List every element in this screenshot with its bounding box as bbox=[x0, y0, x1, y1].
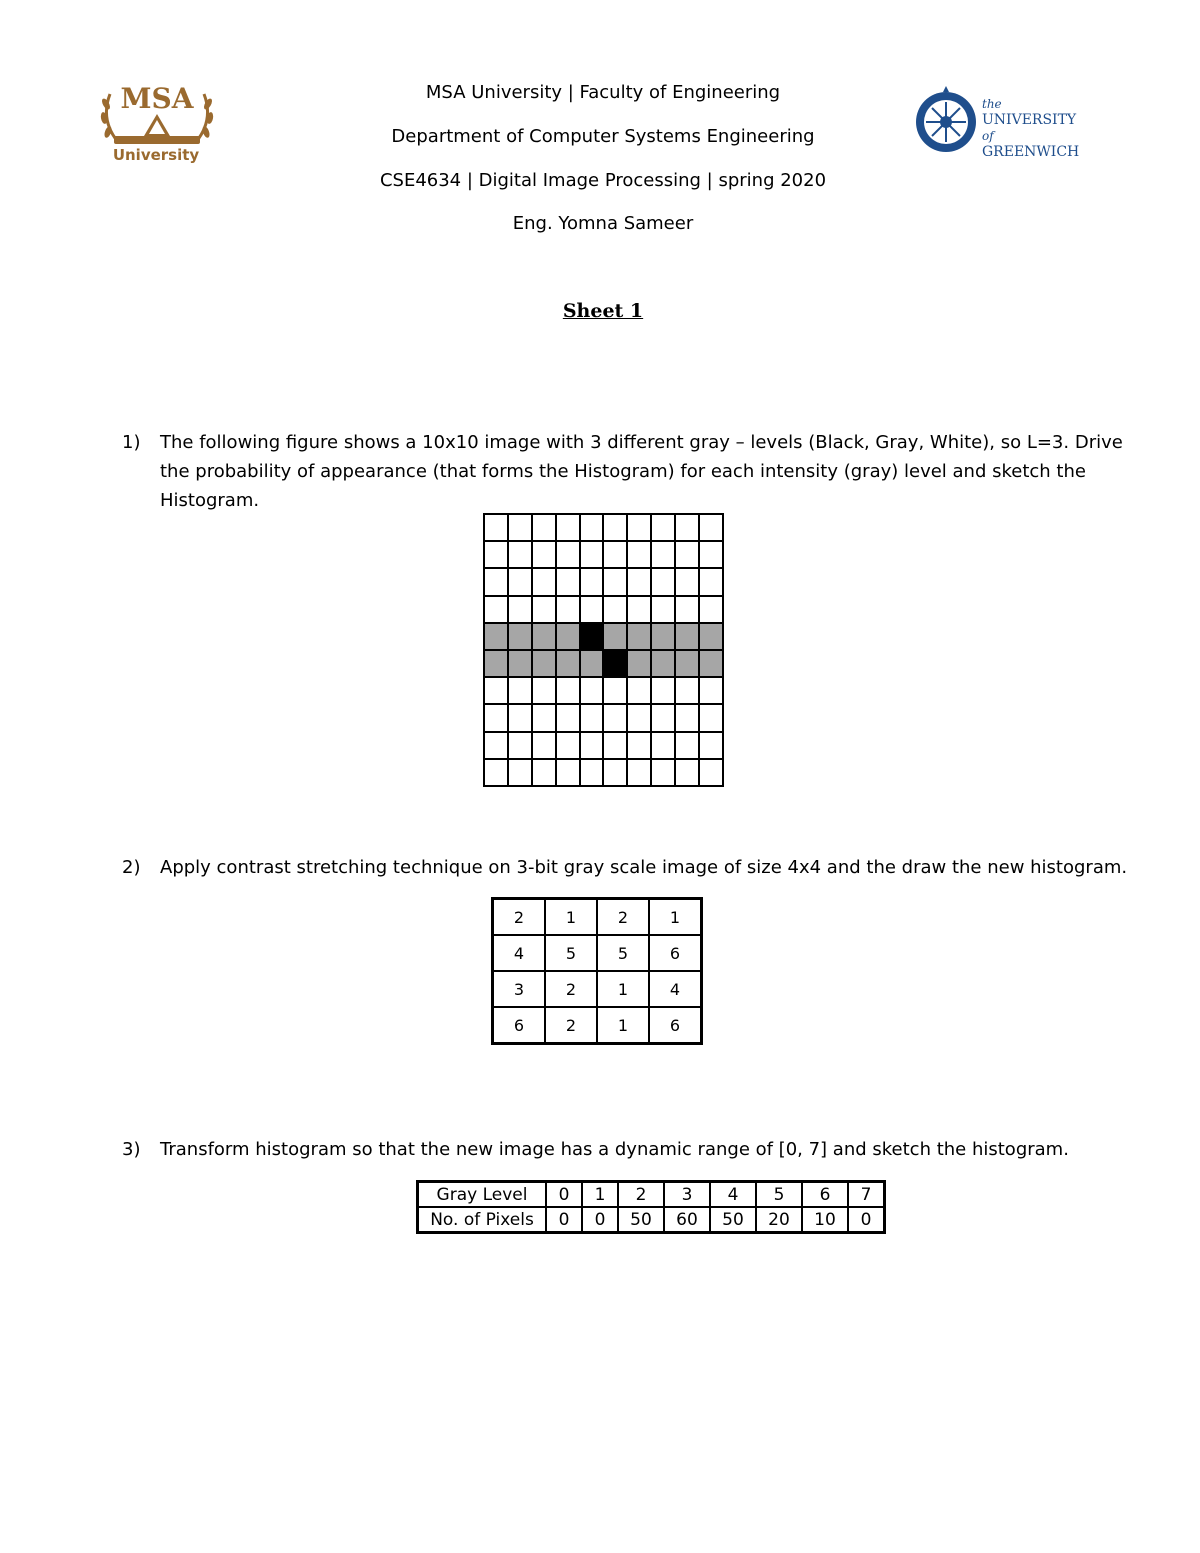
image-pixel bbox=[676, 569, 698, 594]
image-pixel bbox=[604, 760, 626, 785]
matrix-row bbox=[493, 935, 702, 971]
image-pixel bbox=[509, 569, 531, 594]
image-pixel bbox=[628, 678, 650, 703]
image-pixel bbox=[581, 760, 603, 785]
greenwich-logo-of: of bbox=[982, 129, 994, 143]
image-pixel bbox=[485, 542, 507, 567]
image-pixel bbox=[676, 515, 698, 540]
image-pixel bbox=[604, 651, 626, 676]
pixel-count-cell: 10 bbox=[802, 1207, 848, 1233]
image-pixel bbox=[581, 678, 603, 703]
gray-level-cell: 4 bbox=[710, 1182, 756, 1208]
gray-level-cell: 5 bbox=[756, 1182, 802, 1208]
university-of-greenwich-logo bbox=[914, 82, 1084, 164]
image-pixel bbox=[557, 597, 579, 622]
image-pixel bbox=[581, 542, 603, 567]
image-pixel bbox=[676, 678, 698, 703]
image-pixel bbox=[676, 733, 698, 758]
image-pixel bbox=[652, 542, 674, 567]
question-3 bbox=[122, 1135, 1132, 1164]
image-pixel bbox=[485, 760, 507, 785]
image-pixel bbox=[652, 705, 674, 730]
header-course: CSE4634 | Digital Image Processing | spring 2020 bbox=[379, 170, 827, 191]
image-pixel bbox=[581, 597, 603, 622]
image-pixel bbox=[485, 624, 507, 649]
pixel-count-label: No. of Pixels bbox=[418, 1207, 547, 1233]
image-pixel bbox=[509, 515, 531, 540]
image-pixel bbox=[700, 515, 722, 540]
image-pixel bbox=[676, 542, 698, 567]
header-department: Department of Computer Systems Engineering bbox=[391, 126, 815, 147]
pixel-count-cell: 0 bbox=[546, 1207, 582, 1233]
matrix-cell: 1 bbox=[597, 1007, 649, 1044]
image-pixel bbox=[628, 597, 650, 622]
gray-level-row bbox=[418, 1182, 885, 1208]
gray-level-label: Gray Level bbox=[418, 1182, 547, 1208]
matrix-cell: 2 bbox=[493, 899, 546, 936]
histogram-table bbox=[416, 1180, 886, 1234]
pixel-count-cell: 0 bbox=[582, 1207, 618, 1233]
msa-logo-subtext: University bbox=[112, 146, 200, 164]
image-pixel bbox=[628, 651, 650, 676]
matrix-cell: 5 bbox=[545, 935, 597, 971]
image-pixel bbox=[700, 733, 722, 758]
image-pixel bbox=[509, 733, 531, 758]
image-pixel bbox=[652, 760, 674, 785]
image-pixel bbox=[652, 733, 674, 758]
image-pixel bbox=[581, 569, 603, 594]
gray-level-cell: 1 bbox=[582, 1182, 618, 1208]
image-pixel bbox=[700, 760, 722, 785]
matrix-cell: 1 bbox=[649, 899, 702, 936]
question-number: 2) bbox=[122, 857, 141, 878]
sheet-title: Sheet 1 bbox=[562, 300, 644, 322]
image-pixel bbox=[533, 705, 555, 730]
matrix-row bbox=[493, 1007, 702, 1044]
image-pixel bbox=[509, 651, 531, 676]
image-pixel bbox=[557, 733, 579, 758]
matrix-cell: 5 bbox=[597, 935, 649, 971]
image-pixel bbox=[485, 597, 507, 622]
image-pixel bbox=[557, 705, 579, 730]
image-pixel bbox=[652, 515, 674, 540]
image-pixel bbox=[628, 515, 650, 540]
image-pixel bbox=[628, 624, 650, 649]
image-pixel bbox=[652, 624, 674, 649]
image-pixel bbox=[700, 569, 722, 594]
matrix-cell: 1 bbox=[545, 899, 597, 936]
image-pixel bbox=[557, 651, 579, 676]
matrix-cell: 2 bbox=[545, 971, 597, 1007]
image-pixel bbox=[652, 678, 674, 703]
image-pixel bbox=[509, 678, 531, 703]
pixel-count-cell: 50 bbox=[618, 1207, 664, 1233]
image-pixel bbox=[485, 569, 507, 594]
image-pixel bbox=[676, 651, 698, 676]
image-pixel bbox=[700, 705, 722, 730]
image-pixel bbox=[604, 705, 626, 730]
image-pixel bbox=[676, 624, 698, 649]
matrix-row bbox=[493, 899, 702, 936]
image-pixel bbox=[604, 624, 626, 649]
image-pixel bbox=[700, 597, 722, 622]
image-pixel bbox=[509, 705, 531, 730]
image-pixel bbox=[533, 515, 555, 540]
image-pixel bbox=[533, 651, 555, 676]
image-pixel bbox=[533, 760, 555, 785]
gray-level-cell: 2 bbox=[618, 1182, 664, 1208]
question-2 bbox=[122, 853, 1132, 882]
image-pixel bbox=[485, 651, 507, 676]
question-number: 3) bbox=[122, 1139, 141, 1160]
image-pixel bbox=[509, 760, 531, 785]
matrix-row bbox=[493, 971, 702, 1007]
msa-university-logo bbox=[96, 80, 218, 166]
image-pixel bbox=[509, 624, 531, 649]
image-pixel bbox=[628, 705, 650, 730]
image-pixel bbox=[533, 733, 555, 758]
pixel-count-cell: 60 bbox=[664, 1207, 710, 1233]
image-pixel bbox=[700, 651, 722, 676]
image-pixel bbox=[604, 569, 626, 594]
greenwich-logo-university: UNIVERSITY bbox=[982, 112, 1077, 128]
image-pixel bbox=[604, 733, 626, 758]
image-pixel bbox=[557, 760, 579, 785]
image-pixel bbox=[652, 569, 674, 594]
image-pixel bbox=[581, 733, 603, 758]
image-pixel bbox=[581, 651, 603, 676]
image-pixel bbox=[557, 678, 579, 703]
image-pixel bbox=[581, 624, 603, 649]
image-pixel bbox=[509, 597, 531, 622]
pixel-count-cell: 50 bbox=[710, 1207, 756, 1233]
image-pixel bbox=[485, 515, 507, 540]
matrix-cell: 6 bbox=[649, 935, 702, 971]
image-pixel bbox=[604, 678, 626, 703]
pixel-count-cell: 0 bbox=[848, 1207, 885, 1233]
image-pixel bbox=[604, 597, 626, 622]
image-pixel bbox=[652, 651, 674, 676]
pixel-count-row bbox=[418, 1207, 885, 1233]
matrix-cell: 4 bbox=[649, 971, 702, 1007]
image-pixel bbox=[604, 515, 626, 540]
greenwich-logo-greenwich: GREENWICH bbox=[982, 144, 1080, 160]
image-pixel bbox=[485, 678, 507, 703]
image-pixel bbox=[557, 542, 579, 567]
image-pixel bbox=[581, 515, 603, 540]
question-number: 1) bbox=[122, 432, 141, 453]
gray-level-cell: 3 bbox=[664, 1182, 710, 1208]
question-1 bbox=[122, 428, 1132, 515]
image-pixel bbox=[628, 733, 650, 758]
image-grid-10x10 bbox=[483, 513, 724, 787]
image-pixel bbox=[557, 515, 579, 540]
question-text: Transform histogram so that the new image has a dynamic range of [0, 7] and sketch the histogram. bbox=[160, 1139, 1069, 1160]
matrix-cell: 6 bbox=[493, 1007, 546, 1044]
image-pixel bbox=[533, 542, 555, 567]
image-pixel bbox=[533, 678, 555, 703]
image-pixel bbox=[676, 705, 698, 730]
image-pixel bbox=[628, 542, 650, 567]
image-pixel bbox=[533, 624, 555, 649]
image-pixel bbox=[604, 542, 626, 567]
image-pixel bbox=[509, 542, 531, 567]
gray-level-cell: 6 bbox=[802, 1182, 848, 1208]
header-instructor: Eng. Yomna Sameer bbox=[512, 213, 694, 234]
matrix-cell: 2 bbox=[597, 899, 649, 936]
matrix-cell: 1 bbox=[597, 971, 649, 1007]
image-pixel bbox=[628, 760, 650, 785]
matrix-cell: 3 bbox=[493, 971, 546, 1007]
msa-logo-text: MSA bbox=[120, 82, 194, 115]
gray-level-cell: 0 bbox=[546, 1182, 582, 1208]
greenwich-logo-the: the bbox=[982, 97, 1002, 111]
image-pixel bbox=[676, 760, 698, 785]
image-matrix-4x4 bbox=[491, 897, 703, 1045]
question-text: Apply contrast stretching technique on 3-bit gray scale image of size 4x4 and the draw the new histogram. bbox=[160, 857, 1128, 878]
matrix-cell: 6 bbox=[649, 1007, 702, 1044]
image-pixel bbox=[533, 569, 555, 594]
image-pixel bbox=[700, 542, 722, 567]
image-pixel bbox=[700, 624, 722, 649]
image-pixel bbox=[485, 733, 507, 758]
image-pixel bbox=[557, 624, 579, 649]
gray-level-cell: 7 bbox=[848, 1182, 885, 1208]
image-pixel bbox=[485, 705, 507, 730]
image-pixel bbox=[557, 569, 579, 594]
matrix-cell: 2 bbox=[545, 1007, 597, 1044]
image-pixel bbox=[700, 678, 722, 703]
image-pixel bbox=[581, 705, 603, 730]
matrix-cell: 4 bbox=[493, 935, 546, 971]
question-text: The following figure shows a 10x10 image with 3 different gray – levels (Black, Gray, White), so L=3. Drive the probability of appearance (that forms the Histogram) for each intensity (gray) level and sketch the Histogram. bbox=[160, 432, 1123, 511]
image-pixel bbox=[676, 597, 698, 622]
image-pixel bbox=[652, 597, 674, 622]
pixel-count-cell: 20 bbox=[756, 1207, 802, 1233]
header-university-faculty: MSA University | Faculty of Engineering bbox=[425, 82, 781, 103]
image-pixel bbox=[628, 569, 650, 594]
image-pixel bbox=[533, 597, 555, 622]
